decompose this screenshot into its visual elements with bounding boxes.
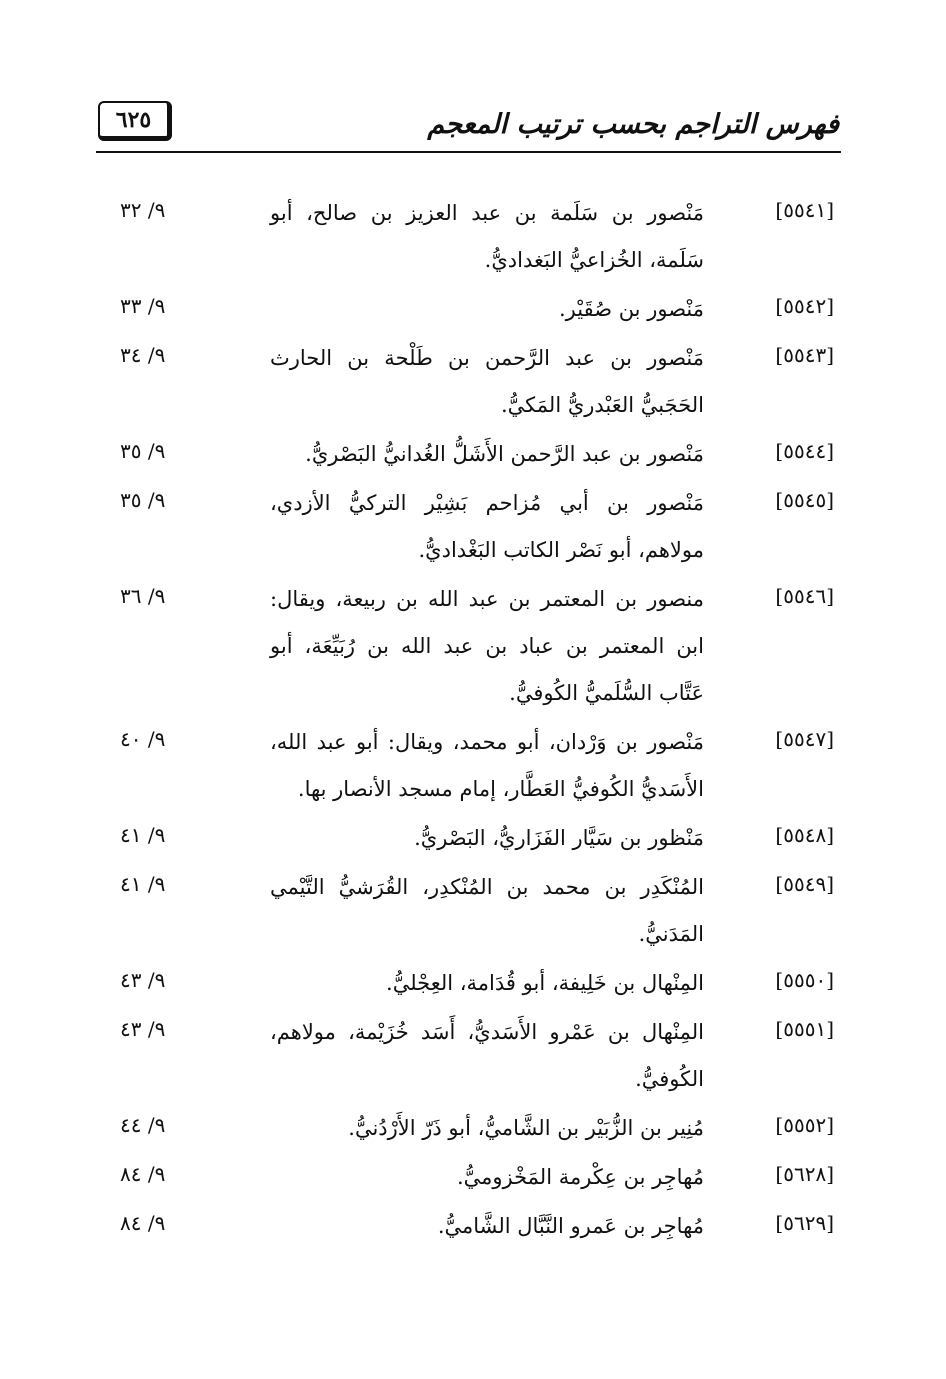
entry-volume-page: ٩/ ٨٤ (120, 1162, 166, 1186)
entry-number: [٥٥٤٨] (775, 823, 834, 847)
entry-number: [٥٥٤٧] (775, 727, 834, 751)
entry-name: مُهاجِر بن عِكْرمة المَخْزوميُّ. (456, 1165, 704, 1189)
entry-number: [٥٥٤٢] (775, 294, 834, 318)
page-header (96, 95, 841, 153)
entry-volume-page: ٩/ ٤١ (120, 872, 166, 896)
entry-number: [٥٥٥٢] (775, 1113, 834, 1137)
entry-name: المِنْهال بن عَمْرو الأَسَديُّ، أَسَد خُزَيْمة، مولاهم، الكُوفيُّ. (270, 1020, 704, 1091)
entry-volume-page: ٩/ ٨٤ (120, 1211, 166, 1235)
entry-volume-page: ٩/ ٣٥ (120, 488, 166, 512)
entry-name: مَنْظور بن سَيَّار الفَزَاريُّ، البَصْريُّ. (414, 826, 704, 850)
index-entry (120, 1154, 834, 1201)
entry-name: مَنْصور بن أبي مُزاحم بَشِيْر التركيُّ الأزدي، مولاهم، أبو نَصْر الكاتب البَغْداديُّ. (270, 491, 704, 562)
entry-name: مُهاجِر بن عَمرو النَّبَّال الشَّاميُّ. (437, 1214, 704, 1238)
header-rule (96, 151, 841, 153)
entry-number: [٥٥٥١] (775, 1017, 834, 1041)
entry-name: مَنْصور بن صُقَيْر. (558, 297, 704, 321)
entry-name: مَنْصور بن وَرْدان، أبو محمد، ويقال: أبو عبد الله، الأَسَديُّ الكُوفيُّ العَطَّار، إمام مسجد الأنصار بها. (270, 730, 704, 801)
running-title: فهرس التراجم بحسب ترتيب المعجم (427, 109, 839, 140)
entry-number: [٥٥٤٥] (775, 488, 834, 512)
index-entry (120, 480, 834, 574)
entry-volume-page: ٩/ ٤٣ (120, 1017, 166, 1041)
index-entry (120, 431, 834, 478)
index-entry (120, 864, 834, 958)
entry-volume-page: ٩/ ٣٦ (120, 584, 166, 608)
entry-volume-page: ٩/ ٤٣ (120, 968, 166, 992)
entry-volume-page: ٩/ ٣٣ (120, 294, 166, 318)
entry-volume-page: ٩/ ٤٤ (120, 1113, 166, 1137)
entry-number: [٥٦٢٨] (775, 1162, 834, 1186)
index-entry (120, 719, 834, 813)
entry-name: المِنْهال بن خَلِيفة، أبو قُدَامة، العِجْليُّ. (386, 971, 704, 995)
index-entry (120, 576, 834, 717)
entry-volume-page: ٩/ ٤١ (120, 823, 166, 847)
index-entry (120, 960, 834, 1007)
entry-name: مَنْصور بن عبد الرَّحمن الأَشَلُّ الغُدانيُّ البَصْريُّ. (305, 442, 704, 466)
index-entry (120, 815, 834, 862)
entry-volume-page: ٩/ ٣٤ (120, 343, 166, 367)
entry-number: [٥٥٤٣] (775, 343, 834, 367)
entry-number: [٥٥٤٦] (775, 584, 834, 608)
index-entry (120, 190, 834, 284)
entry-name: مُنِير بن الزُّبَيْر بن الشَّاميُّ، أبو ذَرّ الأَرْدُنيُّ. (348, 1116, 704, 1140)
entry-number: [٥٦٢٩] (775, 1211, 834, 1235)
index-entries (120, 190, 834, 1250)
entry-volume-page: ٩/ ٤٠ (120, 727, 166, 751)
entry-number: [٥٥٤١] (775, 198, 834, 222)
entry-name: منصور بن المعتمر بن عبد الله بن ربيعة، ويقال: ابن المعتمر بن عباد بن عبد الله بن رُبَيِّعَة، أبو عَتَّاب السُّلَميُّ الكُوفيُّ. (270, 587, 704, 705)
index-entry (120, 335, 834, 429)
entry-number: [٥٥٤٤] (775, 439, 834, 463)
entry-volume-page: ٩/ ٣٥ (120, 439, 166, 463)
page-number: ٦٢٥ (98, 101, 172, 141)
index-entry (120, 1009, 834, 1103)
index-entry (120, 1203, 834, 1250)
index-entry (120, 286, 834, 333)
entry-name: المُنْكَدِر بن محمد بن المُنْكدِر، القُرَشيُّ التَّيْمي المَدَنيُّ. (270, 875, 704, 946)
entry-number: [٥٥٥٠] (775, 968, 834, 992)
entry-name: مَنْصور بن عبد الرَّحمن بن طَلْحة بن الحارث الحَجَبيُّ العَبْدريُّ المَكيُّ. (270, 346, 704, 417)
entry-number: [٥٥٤٩] (775, 872, 834, 896)
entry-name: مَنْصور بن سَلَمة بن عبد العزيز بن صالح، أبو سَلَمة، الخُزاعيُّ البَغداديُّ. (270, 201, 704, 272)
entry-volume-page: ٩/ ٣٢ (120, 198, 166, 222)
index-entry (120, 1105, 834, 1152)
